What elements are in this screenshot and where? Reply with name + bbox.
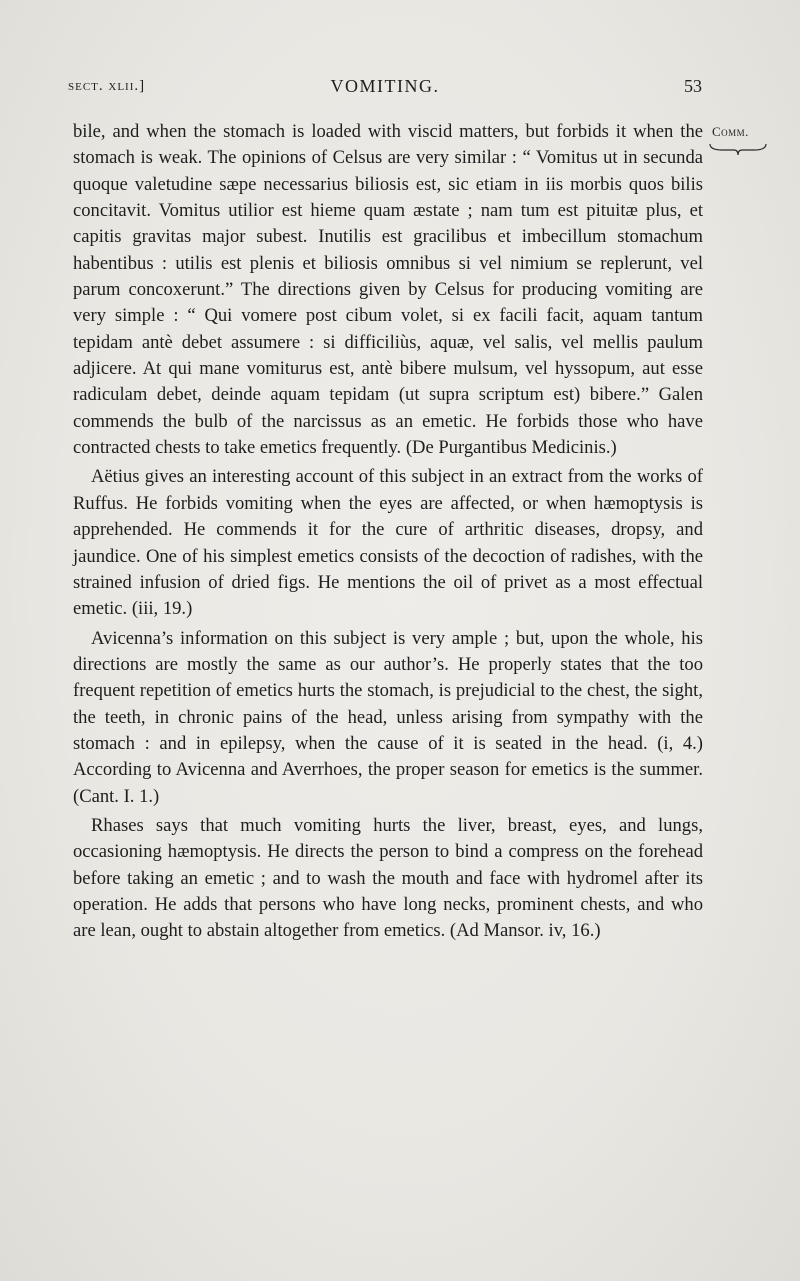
paragraph-rhases: Rhases says that much vomiting hurts the liver, breast, eyes, and lungs, occasioning hæmoptysis. He directs the person to bind a compress on the forehead before taking an emetic ; and to wash the mouth and face with hydromel after its operation. He adds that persons who have long necks, prominent chests, and who are lean, ought to abstain altogether from emetics. (Ad Mansor. iv, 16.) — [73, 814, 703, 942]
paragraph-celsus: bile, and when the stomach is loaded with viscid matters, but forbids it when the stomach is weak. The opinions of Celsus are very similar : “ Vomitus ut in secunda quoque valetudine sæpe necessarius biliosis est, sic etiam in iis morbis quos bilis concitavit. Vomitus utilior est hieme quam æstate ; nam tum est pituitæ plus, et capitis gravitas major subest. Inutilis est gracilibus et imbecillum stomachum habentibus : utilis est plenis et biliosis omnibus si vel nimium se replerunt, vel parum concoxerunt.” The directions given by Celsus for producing vomiting are very simple : “ Qui vomere post cibum volet, si ex facili facit, aquam tantum tepidam antè debet assumere : si difficiliùs, aquæ, vel salis, vel mellis paulum adjicere. At qui mane vomiturus est, antè bibere mulsum, vel hyssopum, aut esse radiculam debet, deinde aquam tepidam (ut supra scriptum est) bibere.” Galen commends the bulb of the narcissus as an emetic. He forbids those who have contracted chests to take emetics frequently. (De Purgantibus Medicinis.) — [73, 121, 703, 459]
page-number: 53 — [684, 76, 702, 96]
main-text — [73, 119, 703, 945]
page-title: VOMITING. — [330, 76, 440, 96]
paragraph-aetius: Aëtius gives an interesting account of this subject in an extract from the works of Ruffus. He forbids vomiting when the eyes are affected, or when hæmoptysis is apprehended. He commends it for the cure of arthritic diseases, dropsy, and jaundice. One of his simplest emetics consists of the decoction of radishes, with the strained infusion of dried figs. He mentions the oil of privet as a most effectual emetic. (iii, 19.) — [73, 466, 703, 620]
margin-brace-icon — [708, 142, 768, 156]
paragraph-avicenna: Avicenna’s information on this subject is very ample ; but, upon the whole, his directions are mostly the same as our author’s. He properly states that the too frequent repetition of emetics hurts the stomach, is prejudicial to the chest, the sight, the teeth, in chronic pains of the head, unless arising from sympathy with the stomach : and in epilepsy, when the cause of it is seated in the head. (i, 4.) According to Avicenna and Averrhoes, the proper season for emetics is the summer. (Cant. I. 1.) — [73, 627, 703, 807]
section-reference: sect. xlii.] — [68, 78, 146, 94]
margin-note-commentary: Comm. — [712, 124, 749, 139]
running-header — [68, 76, 702, 102]
